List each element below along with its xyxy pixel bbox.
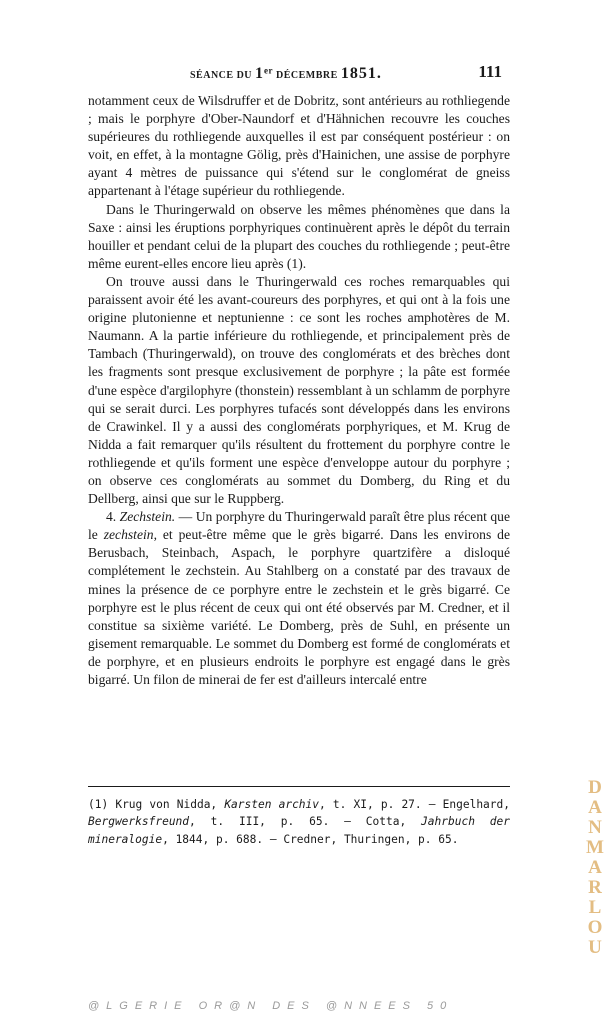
section-term: zechstein	[103, 527, 154, 543]
footnote-part: Karsten archiv	[224, 798, 320, 811]
side-stamp-letter: U	[588, 937, 602, 958]
side-stamp-letter: M	[586, 837, 604, 858]
footnote-text	[88, 796, 510, 848]
side-stamp-letter: A	[588, 797, 602, 818]
footnote-part: , 1844, p. 688. — Credner, Thuringen, p. 65.	[162, 832, 459, 846]
paragraph-3: On trouve aussi dans le Thuringerwald ces roches remarquables qui paraissent avoir été les avant-coureurs des porphyres, et qui ont à la fois une origine plutonienne et neptunienne : ce sont les roches amphotères de M. Naumann. A la partie inférieure du rothliegende, et principalement près de Tambach (Thuringerwald), on trouve des conglomérats et des brèches dont les fragments sont presque exclusivement de porphyre ; la pâte est formée d'une espèce d'argilophyre (thonstein) ressemblant à un schlamm de porphyre qui se serait durci. Les porphyres tufacés sont développés dans les environs de Crawinkel. Il y a aussi des conglomérats porphyriques, et M. Krug de Nidda a fait remarquer qu'ils résultent du frottement du porphyre contre le rothliegende et qu'ils forment une espèce d'enveloppe autour du porphyre ; on observe ces conglomérats au sommet du Domberg, du Ring et du Dellberg, ainsi que sur le Ruppberg.	[88, 273, 510, 507]
side-stamp-letter: L	[588, 897, 602, 918]
footnote	[88, 796, 510, 848]
footnote-part: , t. XI, p. 27. — Engelhard,	[319, 798, 511, 811]
footnote-part: (1) Krug von Nidda,	[88, 798, 225, 811]
side-stamp-letter: A	[588, 857, 602, 878]
footnote-rule	[88, 786, 510, 787]
paragraph-1: notamment ceux de Wilsdruffer et de Dobritz, sont antérieurs au rothliegende ; mais le porphyre d'Ober-Naundorf et d'Hähnichen recouvre les couches supérieures du rothliegende auxquelles il est par conséquent postérieur : on voit, en effet, à la montagne Gölig, près d'Hainichen, une assise de porphyre ayant 4 mètres de puissance qui s'étend sur le conglomérat de gneiss appartenant à l'étage supérieur du rothliegende.	[88, 93, 510, 199]
header-title	[190, 65, 382, 83]
section-number: 4.	[106, 509, 120, 525]
header-day-sup: er	[264, 65, 274, 76]
section-title: Zechstein.	[119, 509, 176, 525]
page-number: 111	[478, 62, 502, 81]
footnote-part: Bergwerksfreund	[88, 815, 190, 829]
running-header	[88, 62, 508, 84]
header-day: 1	[255, 65, 265, 82]
section-text-2: , et peut-être même que le grès bigarré. Dans les environs de Berusbach, Steinbach, Aspach, le porphyre quartzifère a disloqué complétement le zechstein. Au Stahlberg on a constaté par des travaux de mines la présence de ce porphyre entre le zechstein et le grès bigarré. Ce porphyre est le plus récent de ceux qui ont été observés par M. Credner, et il constitue sa sixième variété. Le Domberg, près de Suhl, en présente un gisement remarquable. Le sommet du Domberg est formé de conglomérats et de porphyre, et en plusieurs endroits le porphyre est engagé dans le grès bigarré. Un filon de minerai de fer est d'ailleurs intercalé entre	[88, 527, 511, 687]
side-stamp-letter: N	[588, 817, 602, 838]
header-pre: SÉANCE DU	[190, 70, 256, 81]
side-stamp-watermark	[584, 778, 606, 978]
body-text	[88, 92, 510, 689]
paragraph-zechstein	[88, 508, 510, 689]
footnote-part: , t. III, p. 65. — Cotta,	[189, 815, 422, 829]
footer-watermark: @LGERIE OR@N DES @NNEES 50	[88, 1000, 454, 1012]
footnote-part: Jahrbuch der mineralogie	[88, 815, 510, 846]
side-stamp-letter: O	[587, 917, 603, 938]
side-stamp-letter: D	[588, 777, 602, 798]
side-stamp-letter: R	[588, 877, 602, 898]
paragraph-2: Dans le Thuringerwald on observe les mêmes phénomènes que dans la Saxe : ainsi les éruptions porphyriques continuèrent après le dépôt du terrain houiller et pendant celui de la plupart des couches du rothliegende ; peut-être même eurent-elles encore lieu après (1).	[88, 201, 510, 271]
header-year: 1851.	[340, 65, 382, 82]
header-month: DÉCEMBRE	[273, 70, 341, 81]
section-text-1: — Un porphyre du Thuringerwald paraît être plus récent que le	[88, 509, 511, 543]
